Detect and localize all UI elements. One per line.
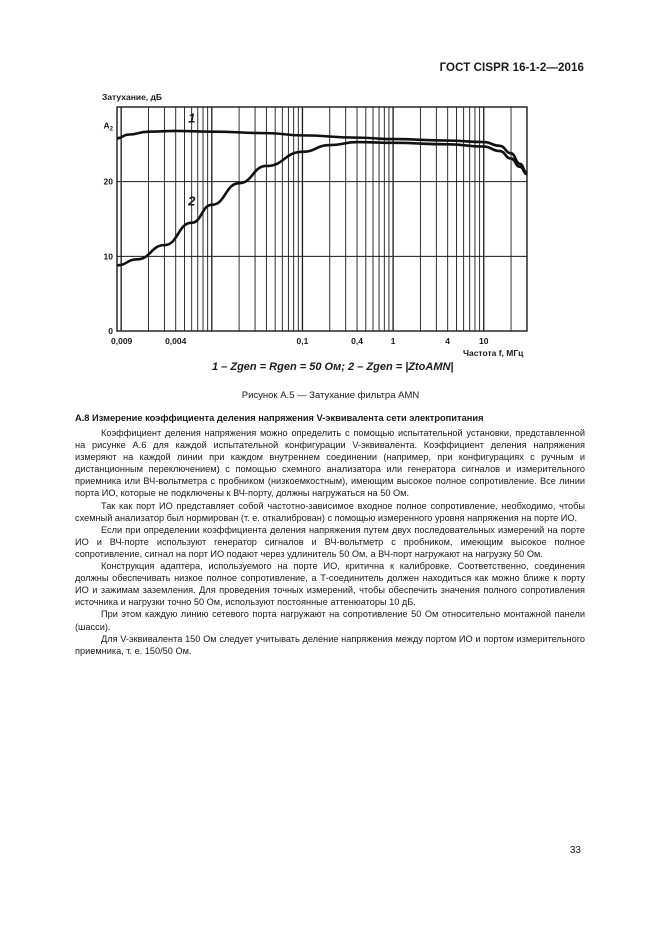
y-tick-label: 0 [108, 326, 113, 336]
y-tick-label: 20 [103, 176, 113, 187]
series-1-line [117, 131, 527, 173]
section-body [75, 427, 585, 657]
series-2-line [117, 142, 527, 265]
paragraph: Конструкция адаптера, используемого на порте ИО, критична к калибровке. Соответственно, соединения должны обеспечивать низкое полное сопротивление, а Т-соединитель должен находиться как можно ближе к порту ИО и зажимам заземления. Для проведения точных измерений, чтобы обеспечить значения полного сопротивления источника и нагрузки точно 50 Ом, используют постоянные аттенюаторы 10 дБ. [75, 561, 585, 608]
x-tick-label: 0,009 [111, 336, 133, 346]
y-axis-label: Затухание, дБ [102, 92, 163, 102]
y-tick-label: $A_2$ [103, 120, 113, 133]
x-tick-label: 0,004 [165, 336, 187, 346]
x-tick-label: 4 [445, 336, 451, 346]
x-tick-label: 0,4 [351, 336, 363, 346]
x-axis-label: Частота f, МГц [463, 348, 524, 358]
y-tick-label: 10 [103, 251, 113, 262]
curve-label-1: 1 [188, 110, 196, 126]
figure-caption: Рисунок А.5 — Затухание фильтра AMN [241, 390, 420, 401]
page-number: 33 [569, 845, 581, 856]
curve-label-2: 2 [188, 193, 196, 209]
paragraph: Так как порт ИО представляет собой частотно-зависимое входное полное сопротивление, необходимо, чтобы схемный анализатор был нормирован (т. е. откалиброван) с помощью измеренного уровня напряжения на порте ИО. [75, 500, 585, 523]
standard-header: ГОСТ CISPR 16-1-2—2016 [439, 62, 584, 74]
section-title: А.8 Измерение коэффициента деления напряжения V-эквивалента сети электропитания [75, 413, 484, 423]
attenuation-chart [0, 0, 661, 385]
x-tick-label: 0,1 [296, 336, 309, 346]
paragraph: Коэффициент деления напряжения можно определить с помощью испытательной установки, представленной на рисунке А.6 для каждой испытательной конфигурации V-эквивалента. Коэффициент деления напряжения измеряют на каждой линии при каждом внутреннем соединении (например, при конфигурациях с ручным и дистанционным переключением) с помощью схемного анализатора или генератора сигналов и измерительного приемника или ВЧ-вольтметра с пробником (низкоемкостным), имеющим высокое полное сопротивление. Все линии порта ИО, которые не подключены к ВЧ-порту, должны нагружаться на 50 Ом. [75, 428, 585, 499]
x-tick-label: 1 [390, 336, 396, 346]
x-tick-label: 10 [479, 336, 489, 346]
chart-legend: 1 – Zgen = Rgen = 50 Ом; 2 – Zgen = |ZtoAMN| [212, 361, 454, 373]
y-tick-subscript: 2 [109, 126, 113, 133]
paragraph: При этом каждую линию сетевого порта нагружают на сопротивление 50 Ом относительно монтажной панели (шасси). [75, 609, 585, 632]
paragraph: Для V-эквивалента 150 Ом следует учитывать деление напряжения между портом ИО и портом измерительного приемника, т. е. 150/50 Ом. [75, 633, 585, 656]
paragraph: Если при определении коэффициента деления напряжения путем двух последовательных измерений на порте ИО и ВЧ-порте используют генератор сигналов и ВЧ-вольтметр с пробником, имеющим высокое полное сопротивление, сигнал на порт ИО подают через удлинитель 50 Ом, а ВЧ-порт нагружают на нагрузку 50 Ом. [75, 524, 585, 559]
